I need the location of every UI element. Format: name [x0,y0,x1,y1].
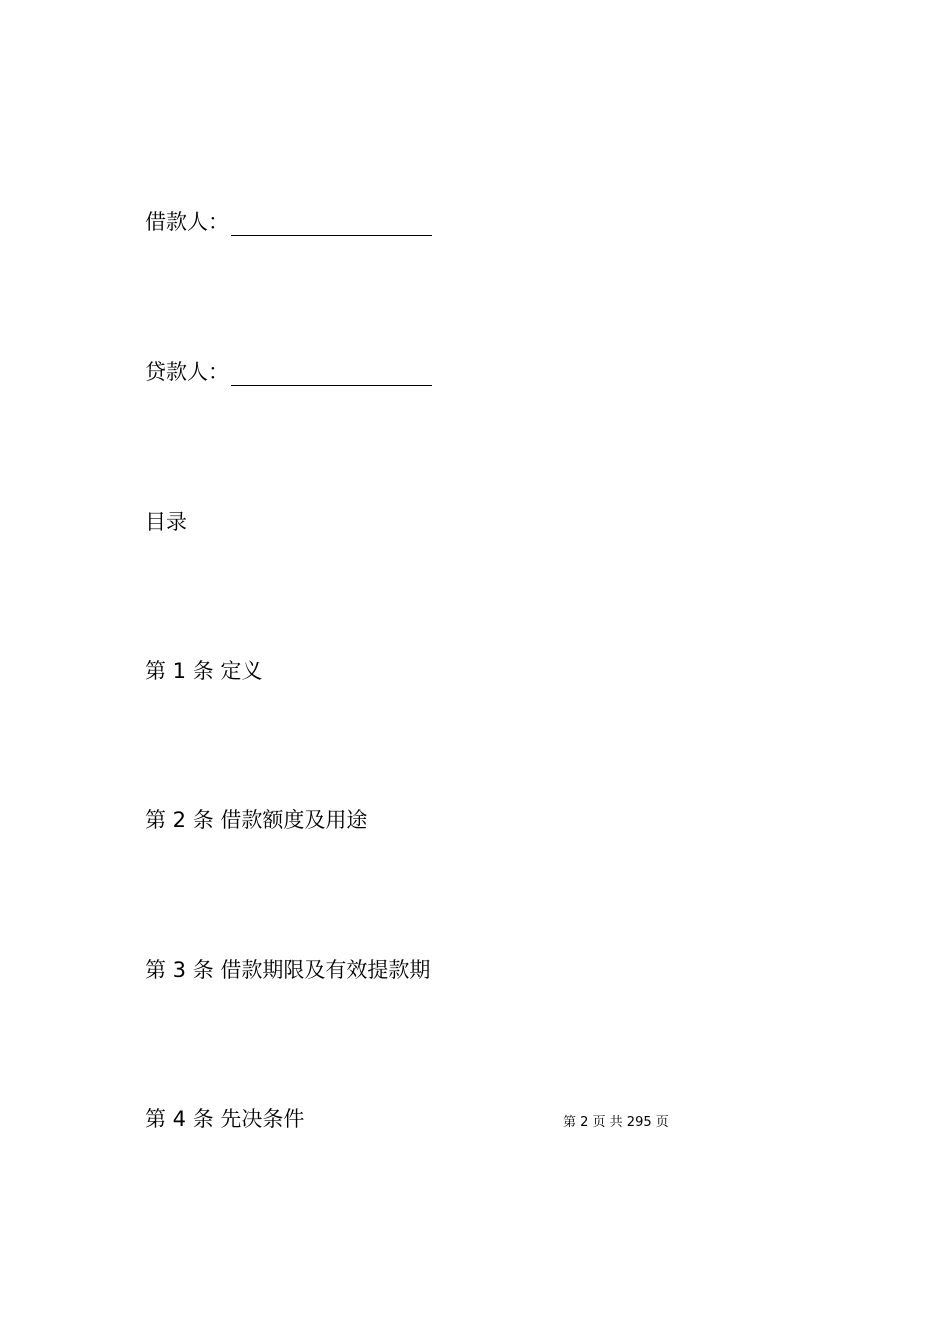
borrower-label: 借款人： [145,210,229,234]
borrower-blank [231,211,432,236]
toc-item-3: 第 3 条 借款期限及有效提款期 [145,958,431,982]
toc-item-1: 第 1 条 定义 [145,659,263,683]
borrower-line [145,208,432,236]
page-indicator: 第 2 页 共 295 页 [563,1115,669,1130]
lender-label: 贷款人： [145,360,229,384]
toc-item-2: 第 2 条 借款额度及用途 [145,808,368,832]
lender-line [145,358,432,386]
toc-item-4: 第 4 条 先决条件 [145,1107,305,1131]
lender-blank [231,361,432,386]
toc-title: 目录 [145,510,187,534]
